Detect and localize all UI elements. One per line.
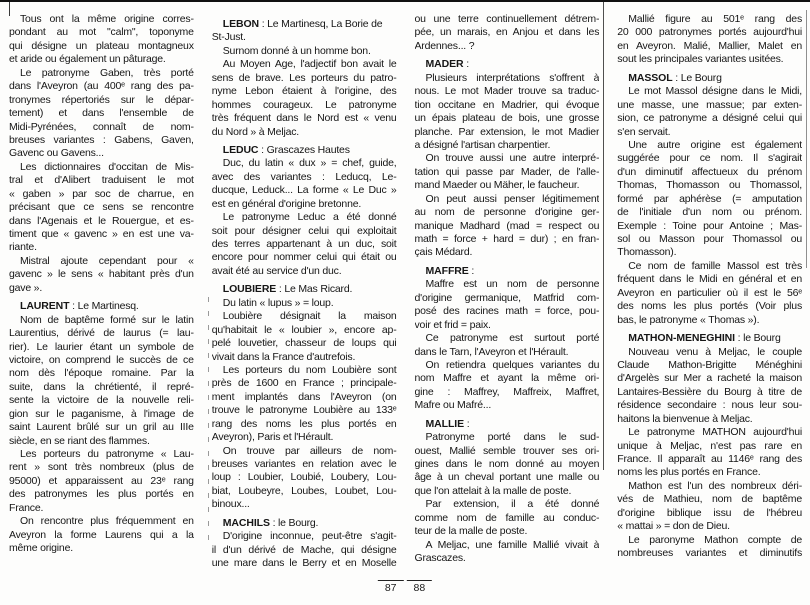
text-line: riante. [9,241,37,254]
paragraph [212,45,397,58]
surname-headword: MACHILS [222,516,270,529]
text-line: MALLIE : [425,417,470,430]
text-line: Le patronyme Gaben, très porté [20,66,194,79]
text-line: de l'initiale d'un nom ou prénom. [617,206,802,219]
text-line: vivait dans la France d'autrefois. [211,350,356,363]
paragraph [9,448,194,515]
paragraph [415,359,600,413]
surname-headword: MAFFRE [425,264,469,277]
text-line: sion, ce patronyme a désigné celui qui [617,112,802,125]
section-heading [212,283,397,296]
text-line: Mistral ajoute cependant pour « [20,254,194,267]
text-line: soit pour désigner celui qui exploitait [211,224,397,237]
paragraph [212,445,397,512]
text-line: LAURENT : Le Martinesq. [20,300,139,313]
text-line: Patronyme porté dans le sud- [425,431,600,444]
section-heading [415,58,600,71]
text-line: France. [9,501,44,514]
text-line: trouve le patronyme Loubière au 133ᵉ [211,404,397,417]
text-line: Claude Mathon-Brigitte Ménéghini [617,358,802,371]
text-line: pelé louvetier, chasseur de loups qui [211,337,397,350]
text-line: d'origine germanique, Matfrid com- [414,291,600,304]
text-line: rent » sont très nombreux (plus de [9,461,194,474]
text-line: est en général d'origine bretonne. [211,197,362,210]
text-line: Aveyron la forme Laurens qui a la [9,528,194,541]
text-line: ment implantés dans l'Aveyron (on [211,390,397,403]
text-line: MATHON-MENEGHINI : le Bourg [628,332,781,345]
paragraph [415,332,600,359]
text-line: 95000) et apparaissent au 23ᵉ rang [9,474,194,487]
text-line: LEBON : Le Martinesq, La Borie de [222,18,383,30]
text-line: Laurentius, dérivé de laurus (= lau- [9,327,194,340]
text-line: tral et d'Alibert traduisent le mot [9,174,194,187]
text-line: rang des noms les plus portés en [211,417,397,430]
text-line: Thomas, Thomasson ou Thomassol, [617,179,802,192]
text-line: Ardennes... ? [414,39,475,52]
page-footer [378,580,432,594]
text-line: Les porteurs du patronyme « Lau- [20,448,194,460]
text-line: gines dans le nom donné au moyen [414,458,600,470]
text-line: dans l'Aveyron (au 400ᵉ rang des pa- [9,80,194,93]
text-line: Tous ont la même origine corres- [20,13,194,25]
paragraph [617,85,802,139]
text-line: une mare dans le Berry et en Moselle [211,557,397,570]
text-line: Exemple : Toine pour Antoine ; Mas- [617,219,802,232]
text-line: Plusieurs interprétations s'offrent à [425,71,600,84]
paragraph [212,530,397,570]
text-column-2 [212,13,397,571]
paragraph [212,211,397,278]
text-line: math = force + hard = dur) ; en fran- [414,233,600,245]
text-line: en Aveyron. Malié, Mallier, Malet en [617,39,802,52]
text-line: ouest, Mallié semble trouver ses ori- [414,444,600,457]
text-line: comme nom de famille au conduc- [414,511,600,524]
text-line: que l'on attelait à la malle de poste. [414,484,572,497]
section-heading [212,18,397,45]
text-line: voir et frid = paix. [414,318,491,331]
text-line: On trouve aussi une autre interpré- [425,152,600,165]
text-line: âge à un cheval portant une malle ou [414,471,600,484]
text-line: d'origine biblique issu de l'hébreu [617,506,802,519]
text-line: du Nord » à Meljac. [211,125,299,138]
text-line: Grascazes. [414,552,466,565]
text-line: et aride ou également un pâturage. [9,53,166,66]
text-line: 20 000 patronymes portés aujourd'hui [617,26,802,39]
page-number-left: 87 [378,580,404,594]
text-line: mand Maeder ou Mäher, le faucheur. [414,179,580,192]
text-line: Ce nom de famille Massol est très [628,259,802,272]
paragraph [212,297,397,310]
text-line: près de 1600 en France ; principale- [211,377,397,390]
text-line: très fréquent dans le Nord est « venu [211,112,397,125]
text-line: vés de Mathieu, nom de baptême [617,493,802,506]
surname-headword: MADER [425,58,464,71]
text-line: LOUBIERE : Le Mas Ricard. [222,283,353,296]
text-line: siècle, en se riant des flammes. [9,434,150,447]
surname-headword: LOUBIERE [222,283,277,296]
paragraph [617,346,802,427]
text-line: France. Il apparaît au 1146ᵉ rang des [617,453,802,465]
text-line: pondant au mot "calm", toponyme [9,26,194,39]
text-line: Surnom donné à un homme bon. [222,44,371,57]
text-line: formé par aphérèse (= amputation [617,192,802,205]
text-line: Mafre ou Mafré... [414,399,492,412]
surname-headword: MASSOL [628,71,673,84]
text-line: breuses variantes en relation avec le [211,458,397,470]
text-line: d'Argelès sur Mer a racheté la maison [617,372,802,385]
text-line: On trouve par ailleurs de nom- [222,444,397,457]
text-line: Le mot Massol désigne dans le Midi, [628,85,802,98]
text-line: Midi-Pyrénées, connaît de nom- [9,120,194,133]
text-line: Le paronyme Mathon compte de [628,533,802,546]
text-line: breuses variantes : Gabens, Gaven, [9,133,194,146]
text-line: précisant que ce sens se rencontre [9,201,194,214]
surname-headword: LAURENT [20,300,70,313]
paragraph [9,67,194,161]
text-line: gavenc » le sens « habitant près d'un [9,268,194,281]
paragraph [9,314,194,448]
text-line: Les dictionnaires d'occitan de Mis- [20,160,194,173]
text-line: MAFFRE : [425,264,475,277]
text-line: St-Just. [211,31,246,44]
text-line: Aveyron en particulier où il est le 56ᵉ [617,286,802,299]
text-line: des noms les plus portés (Voir plus [617,300,802,313]
text-line: gion sur le paganisme, à l'image de [9,407,194,420]
text-line: nyme Lebon étaient à l'origine, des [211,85,397,98]
text-line: Par extension, il a été donné [425,498,600,511]
section-heading [212,144,397,157]
text-columns [0,2,810,571]
text-line: tation qui passe par Mader, de l'alle- [414,165,600,178]
text-line: Les porteurs du nom Loubière sont [222,363,397,376]
text-line: saint Laurent brûlé sur un gril au IIIe [9,421,194,434]
surname-headword: MALLIE [425,417,464,430]
section-heading [617,72,802,85]
text-line: nom dès l'époque romaine. Par la [9,367,194,380]
text-line: a désigné l'artisan charpentier. [414,138,551,151]
text-line: bas, le patronyme « Thomas »). [617,313,760,326]
text-line: Aveyron), Paris et l'Hérault. [211,431,334,444]
paragraph [415,152,600,192]
text-line: des terres appartenant à un duc, soit [211,238,397,250]
paragraph [617,260,802,327]
text-line: Lantaires-Bessière du Bourg à titre de [617,385,802,398]
text-line: noms les plus portés en France. [617,466,761,479]
text-line: il d'un dérivé de Mache, qui désigne [211,543,397,556]
text-line: qui désigne un plateau montagneux [9,39,194,52]
text-line: On rencontre plus fréquemment en [20,515,194,528]
section-heading [212,517,397,530]
text-line: dans l'Agenais et le Rouergue, et es- [9,214,194,227]
text-line: Gavenc ou Gavens... [9,147,104,160]
section-heading [617,332,802,345]
text-line: un épais plateau de bois, une grosse [414,112,600,125]
text-line: ducque, Leduck... La forme « Le Duc » [211,184,397,197]
text-line: Une autre origine est également [628,138,802,151]
surname-headword: LEDUC [222,143,259,156]
text-line: On retiendra quelques variantes du [425,358,600,371]
text-line: nom Maffre et ayant la même ori- [414,372,600,385]
text-line: gave ». [9,281,43,294]
text-line: Maffre est un nom de personne [425,278,600,291]
text-line: pée, un marais, en Anjou et dans les [414,26,600,39]
paragraph [212,310,397,364]
text-line: Mathon est l'un des nombreux déri- [628,479,802,492]
text-line: Nouveau venu à Meljac, le couple [628,345,802,358]
text-line: « mattai » = don de Dieu. [617,520,730,533]
text-line: timent que « gavenc » en est une va- [9,228,194,240]
paragraph [617,426,802,480]
text-line: résidence secondaire : nous leur sou- [617,399,802,412]
text-line: loup : Loubier, Loubié, Loubery, Lou- [211,471,397,484]
text-line: Au Moyen Age, l'adjectif bon avait le [222,58,397,71]
paragraph [415,498,600,538]
text-column-4 [617,13,802,571]
paragraph [415,278,600,332]
text-line: nombreuses variantes et diminutifs [617,547,802,560]
text-line: ou une terre continuellement détrem- [414,13,600,25]
text-column-1 [9,13,194,571]
paragraph [617,139,802,260]
paragraph [415,72,600,153]
paragraph [9,255,194,295]
text-line: Du latin « lupus » = loup. [222,296,334,309]
text-line: D'origine inconnue, peut-être s'agit- [222,530,397,543]
text-line: s'en servait. [617,125,671,138]
text-line: au nom de personne d'origine ger- [414,206,600,219]
text-line: unique à Meljac, n'est pas rare en [617,439,802,452]
paragraph [9,13,194,67]
paragraph [617,13,802,67]
text-line: posé des racines math = force, pou- [414,305,600,318]
text-line: sout les principales variantes usitées. [617,53,784,66]
text-line: LEDUC : Grascazes Hautes [222,143,350,156]
text-line: suggérée pour ce nom. Il s'agirait [617,152,802,165]
text-column-3 [415,13,600,571]
text-line: une masse, une massue; par exten- [617,98,802,111]
text-line: Duc, du latin « dux » = chef, guide, [222,157,397,170]
paragraph [415,431,600,498]
text-line: MACHILS : le Bourg. [222,516,319,529]
text-line: qu'habitait le « loubier », encore ap- [211,323,397,336]
text-line: hommes courageux. Le patronyme [211,98,397,111]
paragraph [212,157,397,211]
text-line: nous. Le mot Mader trouve sa traduc- [414,85,600,98]
text-line: avec des variantes : Leducq, Le- [211,170,397,183]
section-heading [415,265,600,278]
surname-headword: LEBON [222,18,260,30]
paragraph [212,58,397,139]
text-line: sente la victoire de la nouvelle reli- [9,394,194,407]
text-line: victoire, on comprend le succès de ce [9,353,194,366]
text-line: Mallié figure au 501ᵉ rang des [628,13,802,25]
text-line: Le patronyme MATHON aujourd'hui [628,426,802,439]
text-line: dans le Tarn, l'Aveyron et l'Hérault. [414,345,569,358]
page-number-right: 88 [407,580,433,594]
paragraph [9,515,194,555]
text-line: gine : Maffrey, Maffreix, Maffret, [414,385,600,398]
paragraph [9,161,194,255]
text-line: On peut aussi penser légitimement [425,192,600,205]
text-line: Thomasson). [617,246,677,259]
text-line: Nom de baptême formé sur le latin [20,313,194,326]
text-line: Ce patronyme est surtout porté [425,332,600,345]
text-line: A Meljac, une famille Mallié vivait à [425,538,600,551]
text-line: des patronymes les plus portés en [9,488,194,501]
section-heading [415,418,600,431]
paragraph [617,534,802,561]
paragraph [415,193,600,260]
paragraph [415,539,600,566]
text-line: Loubière désignait la maison [222,310,397,323]
text-line: suite, dans la chrétienté, il repré- [9,380,194,393]
text-line: même origine. [9,542,73,555]
text-line: manique Madhard (mad = respect ou [414,219,600,232]
text-line: binoux... [211,498,250,511]
paragraph [212,364,397,445]
text-line: sol ou Masson pour Thomassol ou [617,233,802,245]
text-line: fréquent dans le Midi en général et en [617,273,802,286]
text-line: tion occitane en Madrier, qui évoque [414,98,600,111]
text-line: tronymes répertoriés sur le dépar- [9,93,194,106]
text-line: haitons la bienvenue à Meljac. [617,412,753,425]
text-line: avait été au service d'un duc. [211,264,342,277]
text-line: rier). Le laurier étant un symbole de [9,340,194,353]
text-line: Le patronyme Leduc a été donné [222,211,397,224]
paragraph [617,480,802,534]
text-line: çais Médard. [414,246,473,259]
section-heading [9,300,194,313]
text-line: MASSOL : Le Bourg [628,71,722,84]
surname-headword: MATHON-MENEGHINI [628,332,735,345]
text-line: encore pour nommer celui qui était ou [211,251,397,264]
text-line: tement) et dans l'ensemble de [9,107,194,120]
text-line: teur de la malle de poste. [414,525,528,538]
text-line: sens de brave. Les porteurs du patro- [211,71,397,84]
paragraph [415,13,600,53]
text-line: « gaben » par soc de charrue, en [9,187,194,200]
text-line: biat, Loubeyre, Loubes, Loubet, Lou- [211,484,397,497]
text-line: d'un diminutif affectueux du prénom [617,165,802,178]
text-line: MADER : [425,58,469,71]
text-line: planche. Par extension, le mot Madier [414,125,600,138]
